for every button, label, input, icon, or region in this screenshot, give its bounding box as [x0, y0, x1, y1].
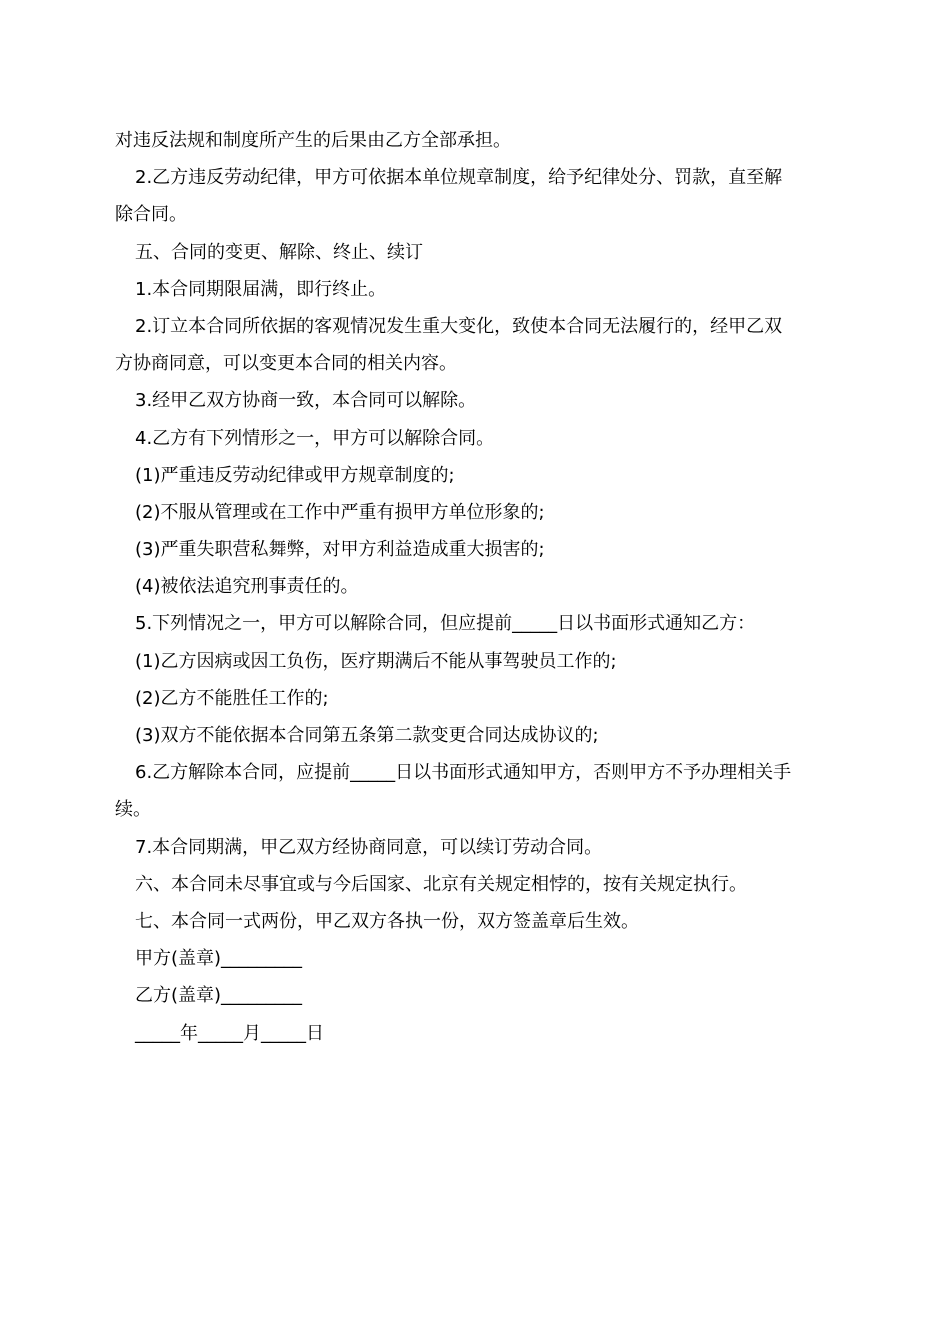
date-line: _____年_____月_____日 [135, 1022, 324, 1044]
text-line: 续。 [115, 799, 151, 821]
text-line: 6.乙方解除本合同，应提前_____日以书面形式通知甲方，否则甲方不予办理相关手 [135, 762, 792, 784]
text-line: (1)严重违反劳动纪律或甲方规章制度的; [135, 464, 455, 486]
text-line: 2.订立本合同所依据的客观情况发生重大变化，致使本合同无法履行的，经甲乙双 [135, 315, 783, 337]
text-line: 7.本合同期满，甲乙双方经协商同意，可以续订劳动合同。 [135, 836, 603, 858]
text-line: (3)双方不能依据本合同第五条第二款变更合同达成协议的; [135, 725, 599, 746]
text-line: 5.下列情况之一，甲方可以解除合同，但应提前_____日以书面形式通知乙方： [135, 613, 756, 635]
text-line: 3.经甲乙双方协商一致，本合同可以解除。 [135, 390, 477, 412]
text-line: 2.乙方违反劳动纪律，甲方可依据本单位规章制度，给予纪律处分、罚款，直至解 [135, 167, 783, 189]
text-line: (2)乙方不能胜任工作的; [135, 687, 329, 709]
section-heading: 七、本合同一式两份，甲乙双方各执一份，双方签盖章后生效。 [135, 910, 639, 932]
text-line: (3)严重失职营私舞弊，对甲方利益造成重大损害的; [135, 539, 545, 561]
text-line: (1)乙方因病或因工负伤，医疗期满后不能从事驾驶员工作的; [135, 650, 617, 672]
text-line: 4.乙方有下列情形之一，甲方可以解除合同。 [135, 427, 495, 449]
text-line: 对违反法规和制度所产生的后果由乙方全部承担。 [115, 130, 511, 151]
text-line: 除合同。 [115, 204, 187, 226]
section-heading: 五、合同的变更、解除、终止、续订 [135, 241, 423, 263]
text-line: (4)被依法追究刑事责任的。 [135, 576, 359, 598]
text-line: 方协商同意，可以变更本合同的相关内容。 [115, 353, 457, 375]
text-line: 1.本合同期限届满，即行终止。 [135, 278, 387, 300]
document-body [115, 122, 840, 1052]
text-line: (2)不服从管理或在工作中严重有损甲方单位形象的; [135, 501, 545, 523]
signature-line-party-b: 乙方(盖章)_________ [135, 985, 303, 1007]
signature-line-party-a: 甲方(盖章)_________ [135, 948, 303, 970]
section-heading: 六、本合同未尽事宜或与今后国家、北京有关规定相悖的，按有关规定执行。 [135, 873, 747, 895]
